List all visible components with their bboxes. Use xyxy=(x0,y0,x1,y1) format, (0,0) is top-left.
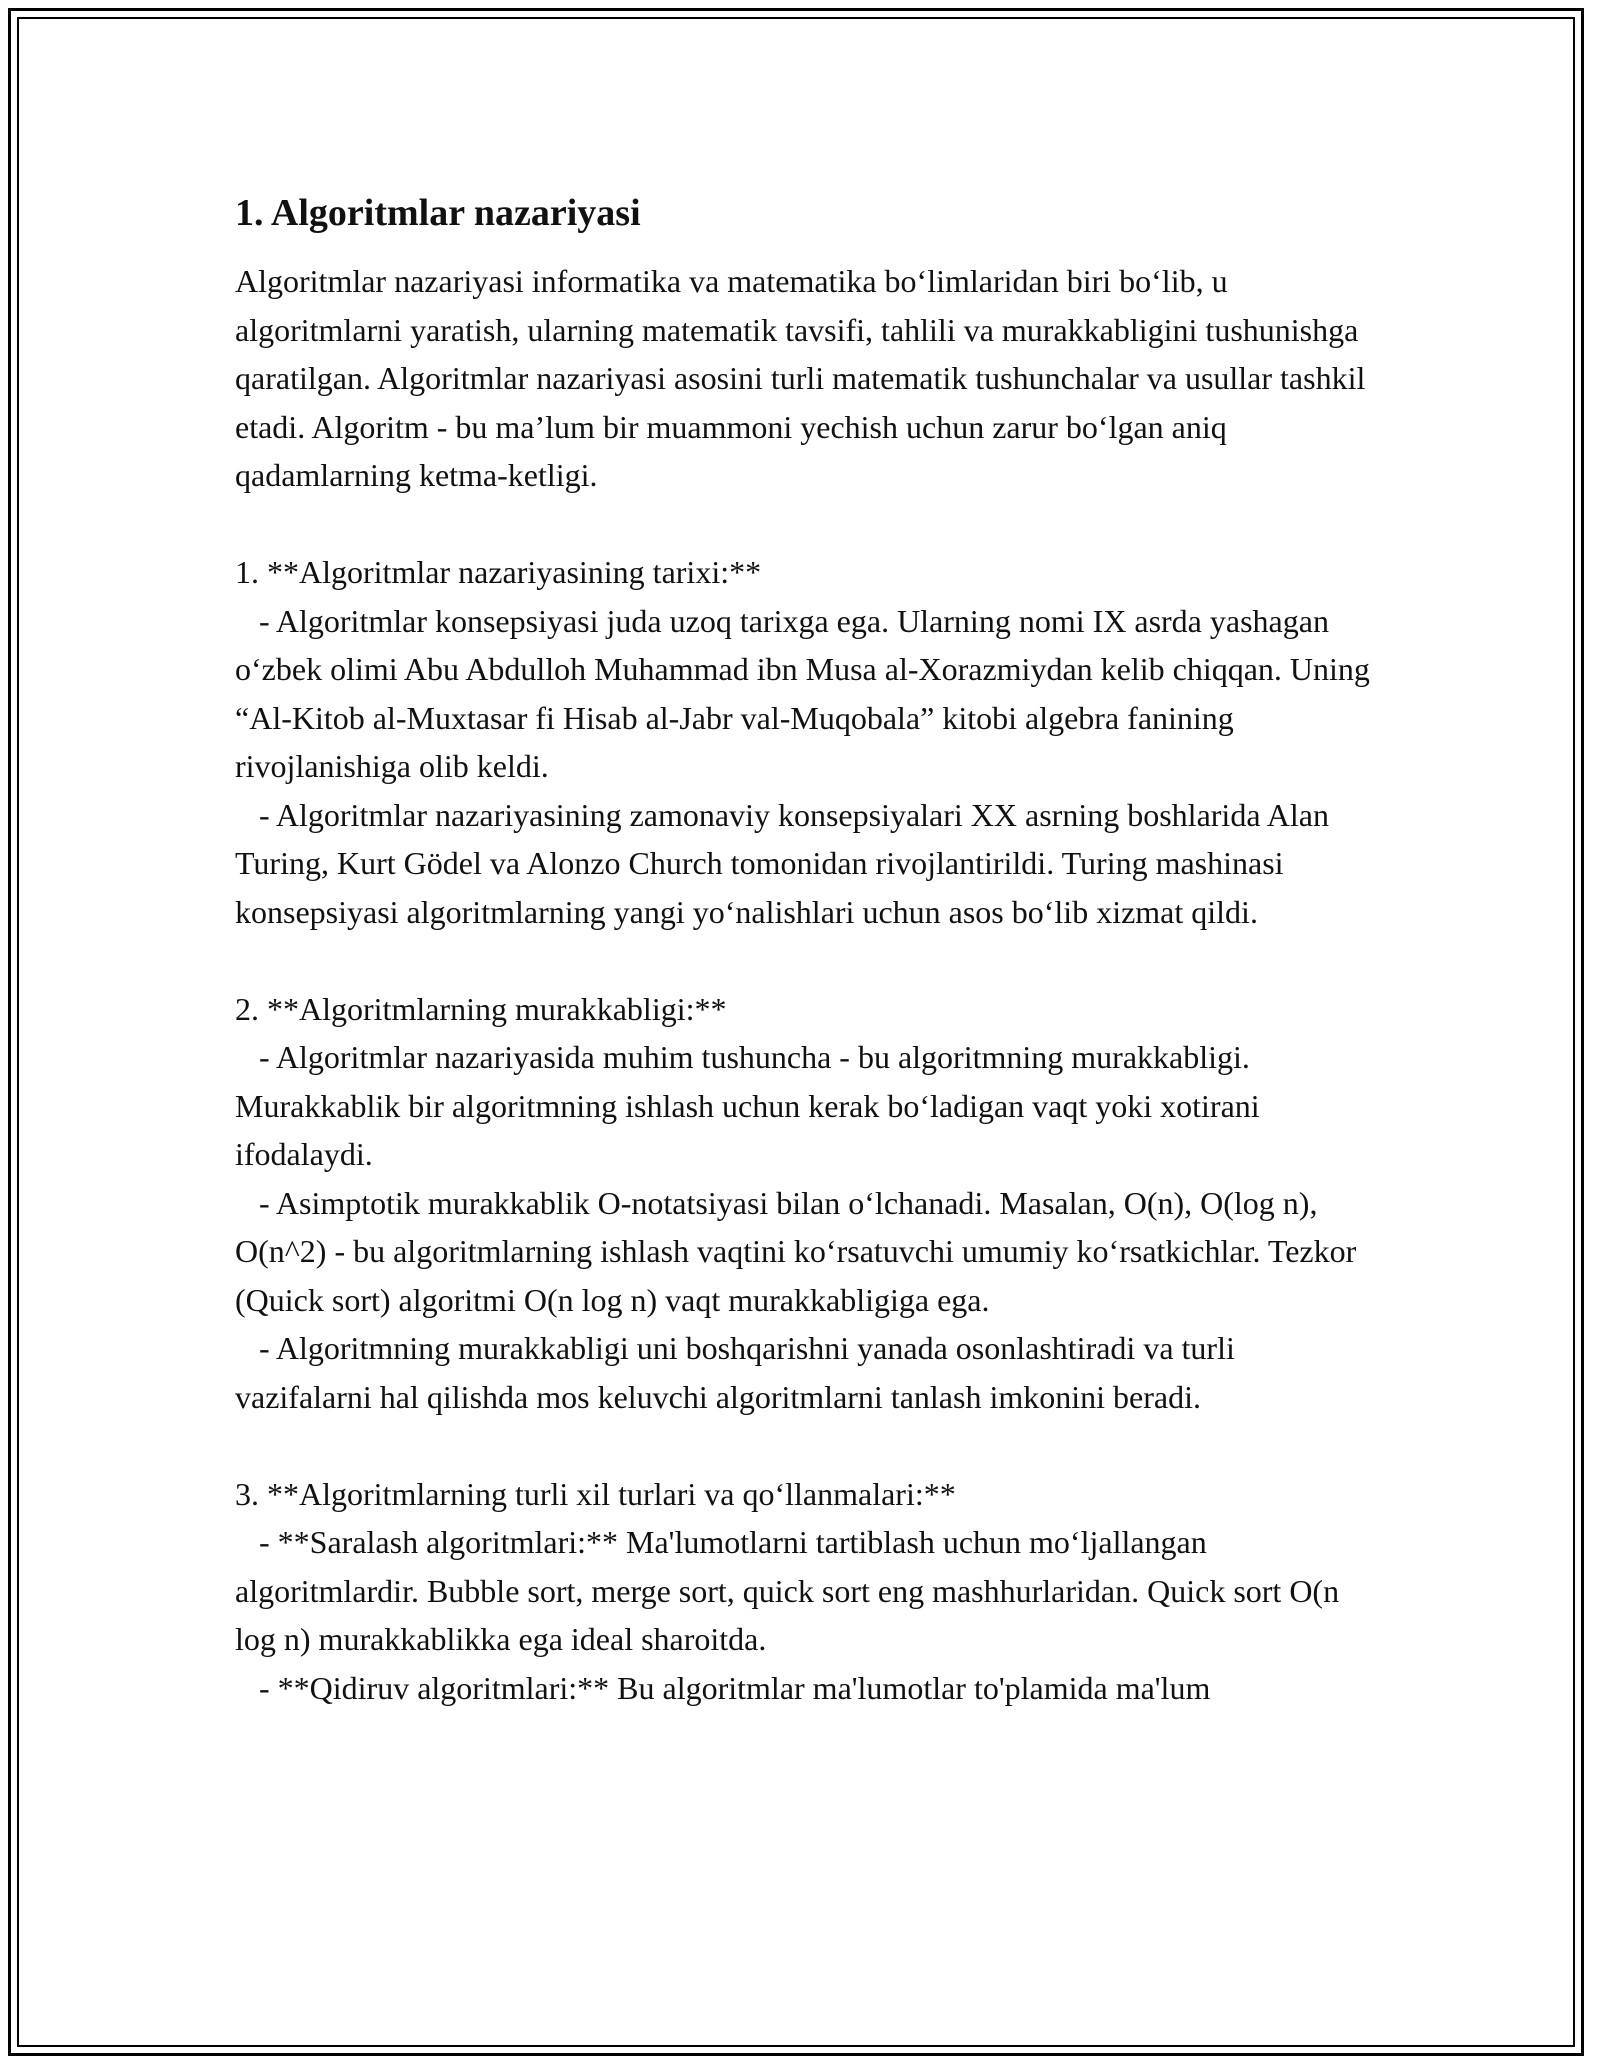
intro-paragraph: Algoritmlar nazariyasi informatika va matematika bo‘limlaridan biri bo‘lib, u algoritmlarni yaratish, ularning matematik tavsifi, tahlili va murakkabligini tushunishga qaratilgan. Algoritmlar nazariyasi asosini turli matematik tushunchalar va usullar tashkil etadi. Algoritm - bu ma’lum bir muammoni yechish uchun zarur bo‘lgan aniq qadamlarning ketma-ketligi. xyxy=(235,263,1366,493)
bullet-item xyxy=(235,791,1375,937)
bullet-text: - Algoritmlar nazariyasining zamonaviy konsepsiyalari XX asrning boshlarida Alan Turing, Kurt Gödel va Alonzo Church tomonidan rivojlantirildi. Turing mashinasi konsepsiyasi algoritmlarning yangi yo‘nalishlari uchun asos bo‘lib xizmat qildi. xyxy=(235,796,1329,930)
bullet-text: - **Qidiruv algoritmlari:** Bu algoritmlar ma'lumotlar to'plamida ma'lum xyxy=(259,1669,1211,1706)
section-heading: 2. **Algoritmlarning murakkabligi:** xyxy=(235,990,727,1027)
bullet-item xyxy=(235,1179,1375,1325)
section-types xyxy=(235,1470,1375,1713)
section-heading: 3. **Algoritmlarning turli xil turlari va qo‘llanmalari:** xyxy=(235,1475,956,1512)
bullet-text: - **Saralash algoritmlari:** Ma'lumotlarni tartiblash uchun mo‘ljallangan algoritmlardir. Bubble sort, merge sort, quick sort eng mashhurlaridan. Quick sort O(n log n) murakkablikka ega ideal sharoitda. xyxy=(235,1524,1340,1657)
bullet-item xyxy=(235,1324,1375,1421)
bullet-text: - Algoritmlar nazariyasida muhim tushuncha - bu algoritmning murakkabligi. Murakkablik bir algoritmning ishlash uchun kerak bo‘ladigan vaqt yoki xotirani ifodalaydi. xyxy=(235,1039,1260,1172)
document-body xyxy=(235,185,1375,1712)
bullet-text: - Algoritmlar konsepsiyasi juda uzoq tarixga ega. Ularning nomi IX asrda yashagan o‘zbek olimi Abu Abdulloh Muhammad ibn Musa al-Xorazmiydan kelib chiqqan. Uning “Al-Kitob al-Muxtasar fi Hisab al-Jabr val-Muqobala” kitobi algebra fanining rivojlanishiga olib keldi. xyxy=(235,602,1370,784)
bullet-text: - Asimptotik murakkablik O-notatsiyasi bilan o‘lchanadi. Masalan, O(n), O(log n), O(n^2) - bu algoritmlarning ishlash vaqtini ko‘rsatuvchi umumiy ko‘rsatkichlar. Tezkor (Quick sort) algoritmi O(n log n) vaqt murakkabligiga ega. xyxy=(235,1184,1357,1318)
section-heading: 1. **Algoritmlar nazariyasining tarixi:** xyxy=(235,554,762,590)
bullet-text: - Algoritmning murakkabligi uni boshqarishni yanada osonlashtiradi va turli vazifalarni hal qilishda mos keluvchi algoritmlarni tanlash imkonini beradi. xyxy=(235,1330,1235,1415)
bullet-item xyxy=(235,1664,1375,1713)
bullet-item xyxy=(235,1033,1375,1179)
section-complexity xyxy=(235,985,1375,1422)
section-history xyxy=(235,548,1375,936)
bullet-item xyxy=(235,1518,1375,1664)
page-title: 1. Algoritmlar nazariyasi xyxy=(235,192,641,234)
bullet-item xyxy=(235,597,1375,791)
